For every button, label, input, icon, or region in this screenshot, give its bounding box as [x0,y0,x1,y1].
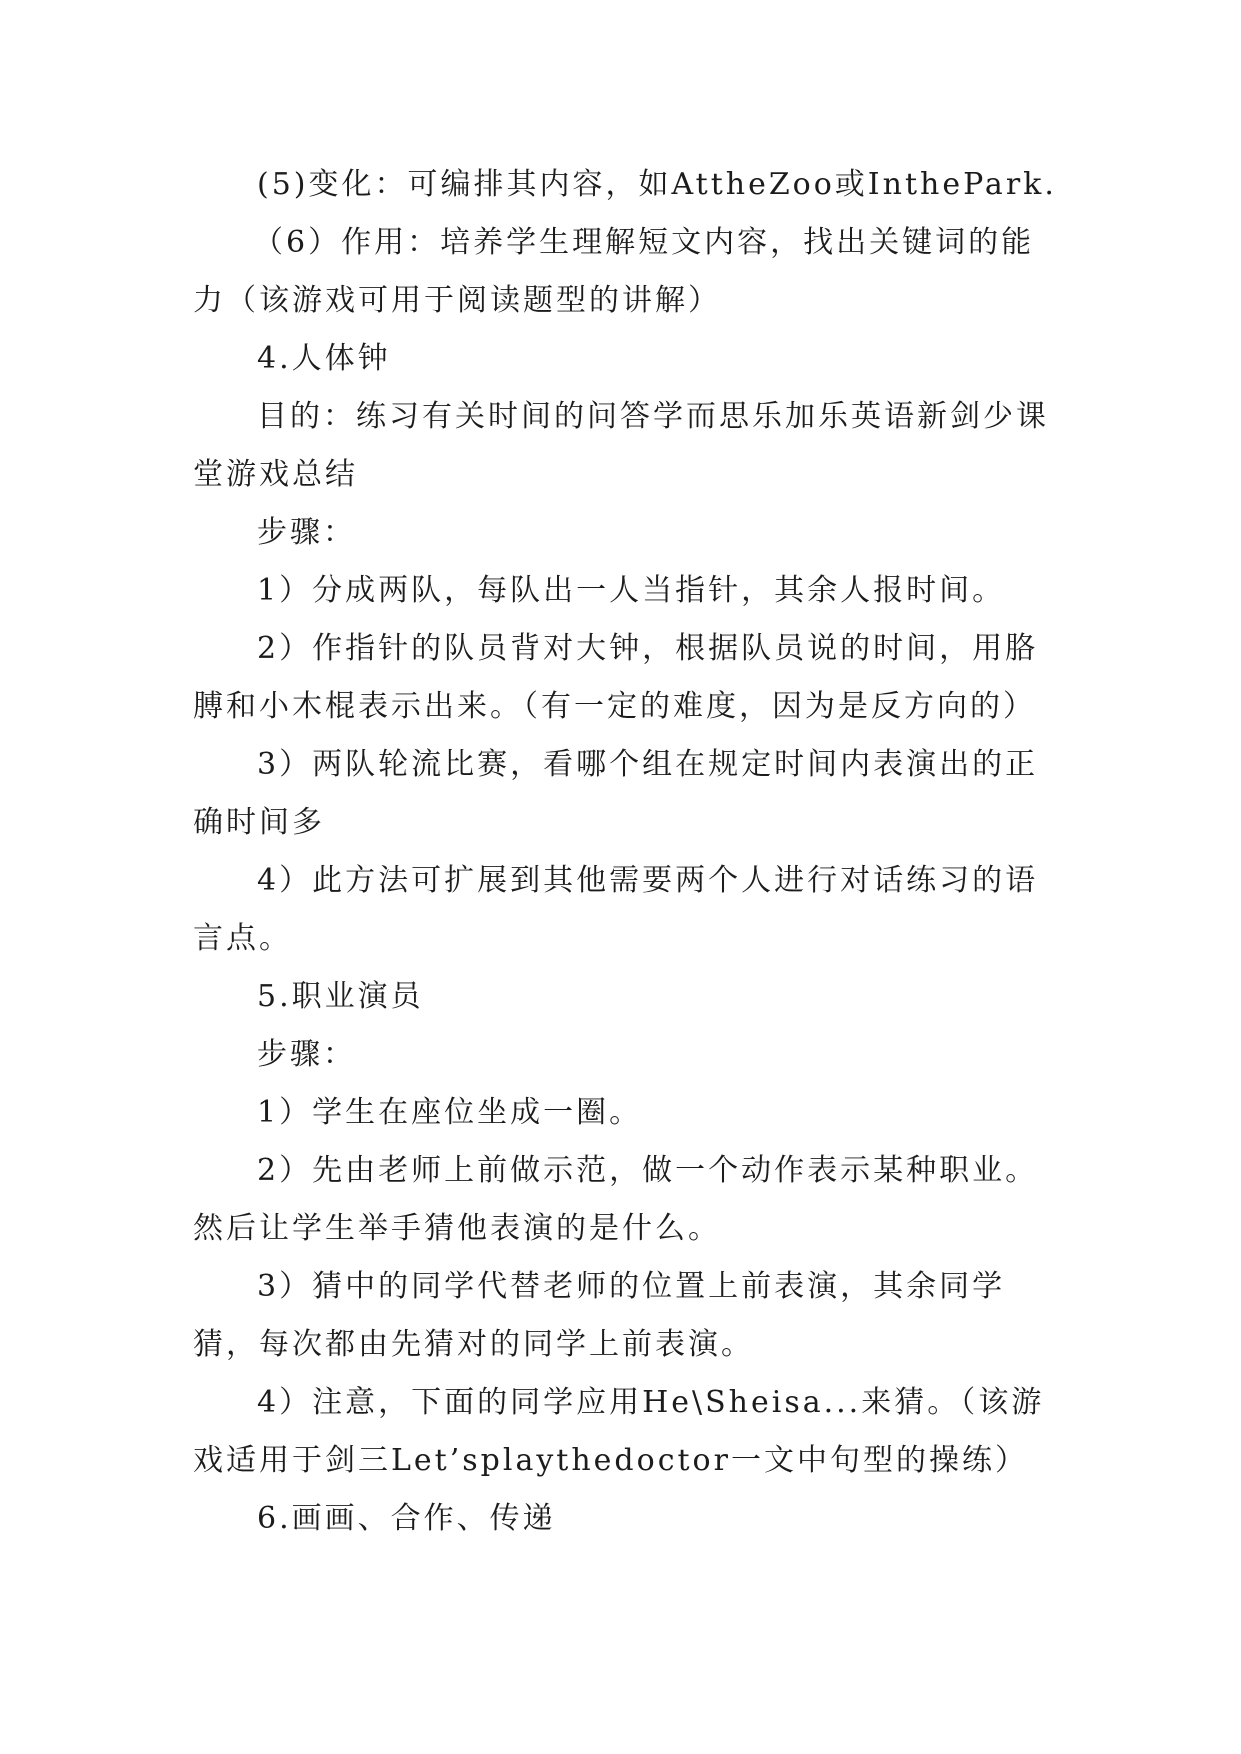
paragraph-variation: (5)变化：可编排其内容，如AttheZoo或InthePark. [257,167,1057,202]
paragraph-goal: 目的：练习有关时间的问答学而思乐加乐英语新剑少课堂游戏总结 [193,399,1049,492]
step-item: 2）先由老师上前做示范，做一个动作表示某种职业。然后让学生举手猜他表演的是什么。 [193,1153,1039,1246]
section-heading-human-clock: 4.人体钟 [257,341,391,376]
step-item: 3）猜中的同学代替老师的位置上前表演，其余同学猜，每次都由先猜对的同学上前表演。 [193,1269,1006,1362]
steps-label: 步骤： [257,515,356,550]
step-item: 1）学生在座位坐成一圈。 [257,1095,643,1130]
paragraph-purpose: （6）作用：培养学生理解短文内容，找出关键词的能力（该游戏可用于阅读题型的讲解） [193,225,1035,318]
section-heading-draw-cooperate-pass: 6.画画、合作、传递 [257,1501,556,1536]
document-body [193,156,1063,1548]
step-item: 4）此方法可扩展到其他需要两个人进行对话练习的语言点。 [193,863,1039,956]
step-item: 3）两队轮流比赛，看哪个组在规定时间内表演出的正确时间多 [193,747,1039,840]
step-item: 2）作指针的队员背对大钟，根据队员说的时间，用胳膊和小木棍表示出来。（有一定的难度，因为是反方向的） [193,631,1039,724]
step-item: 1）分成两队，每队出一人当指针，其余人报时间。 [257,573,1006,608]
section-heading-professional-actor: 5.职业演员 [257,979,424,1014]
step-item: 4）注意，下面的同学应用He\Sheisa...来猜。（该游戏适用于剑三Let’splaythedoctor一文中句型的操练） [193,1385,1045,1478]
steps-label: 步骤： [257,1037,356,1072]
